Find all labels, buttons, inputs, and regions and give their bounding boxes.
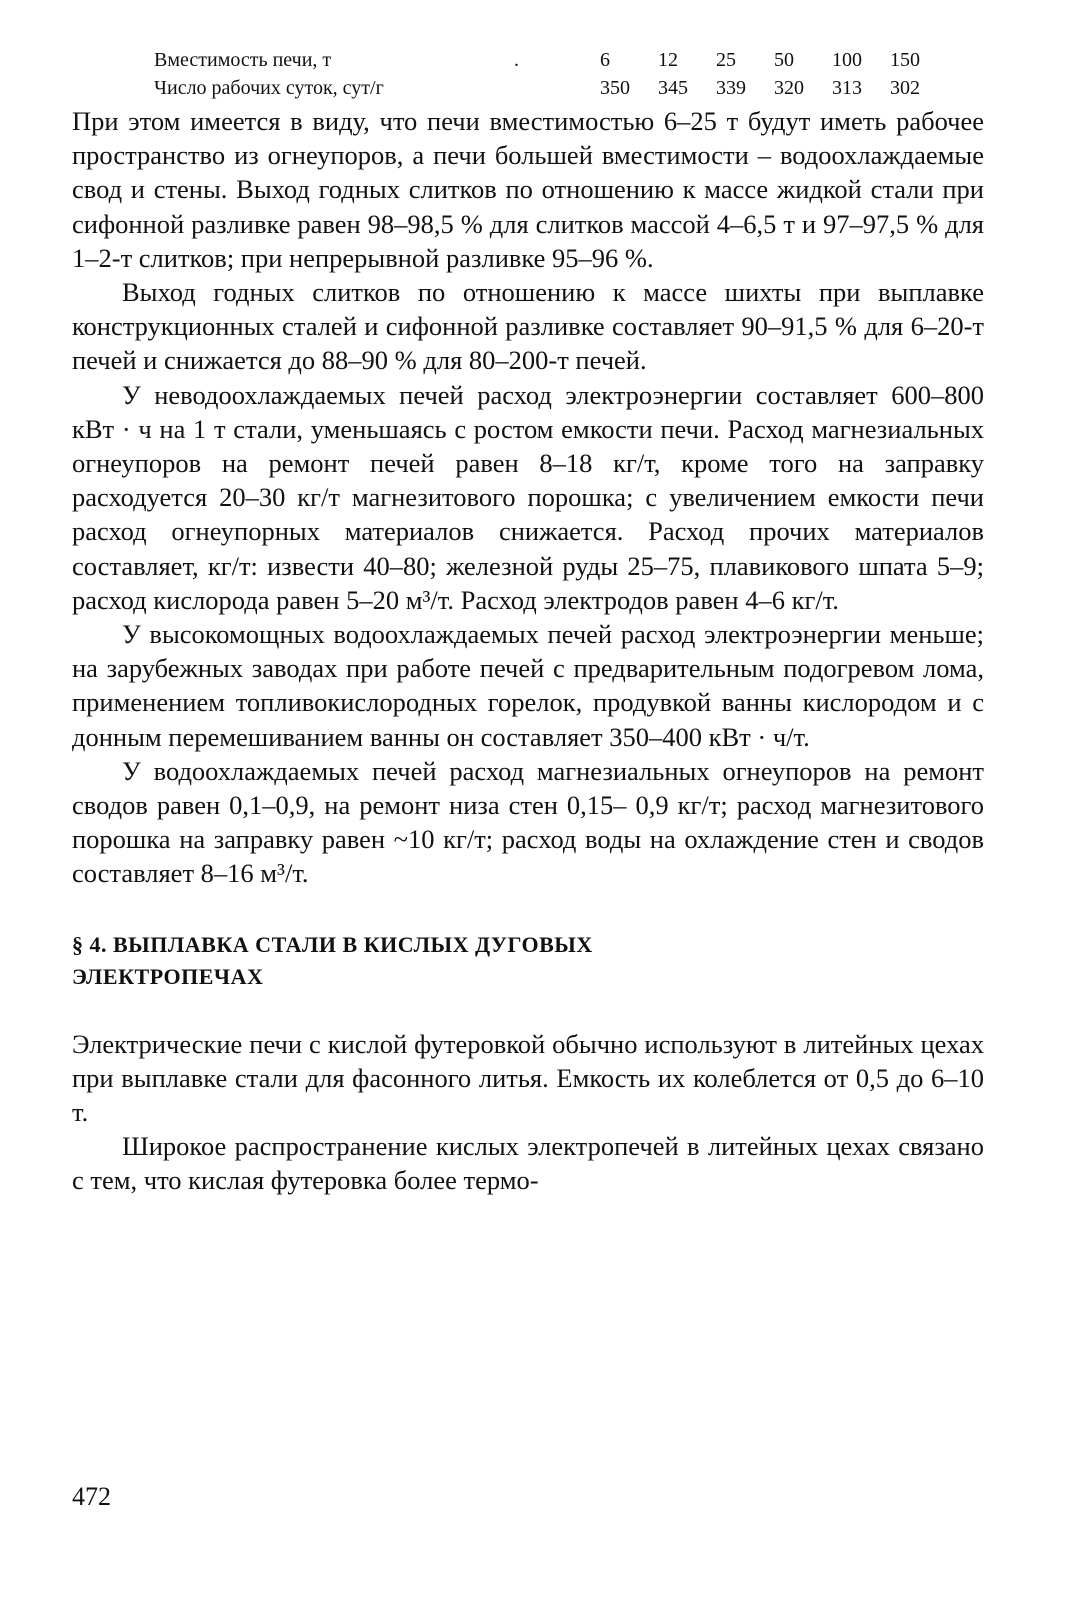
section-heading xyxy=(72,929,984,993)
days-value: 313 xyxy=(832,77,862,99)
paragraph: При этом имеется в виду, что печи вместимостью 6–25 т будут иметь рабочее пространство из огнеупоров, а печи большей вместимости – водоохлаждаемые свод и стены. Выход годных слитков по отношению к массе жидкой стали при сифонной разливке равен 98–98,5 % для слитков массой 4–6,5 т и 97–97,5 % для 1–2-т слитков; при непрерывной разливке 95–96 %. xyxy=(72,106,984,273)
days-value: 350 xyxy=(600,77,630,99)
paragraph: Электрические печи с кислой футеровкой обычно используют в литейных цехах при выплавке стали для фасонного литья. Емкость их колеблется от 0,5 до 6–10 т. xyxy=(72,1028,984,1128)
capacity-value: 100 xyxy=(832,49,862,71)
days-label: Число рабочих суток, сут/г xyxy=(154,77,384,99)
paragraph: У высокомощных водоохлаждаемых печей расход электроэнергии меньше; на зарубежных заводах при работе печей с предварительным подогревом лома, применением топливокислородных горелок, продувкой ванны кислородом и с донным перемешиванием ванны он составляет 350–400 кВт · ч/т. xyxy=(72,619,984,752)
table-row-capacity xyxy=(154,46,948,74)
paragraph: У неводоохлаждаемых печей расход электроэнергии составляет 600–800 кВт · ч на 1 т стали, уменьшаясь с ростом емкости печи. Расход магнезиальных огнеупоров на ремонт печей равен 8–18 кг/т, кроме того на заправку расходуется 20–30 кг/т магнезитового порошка; с увеличением емкости печи расход огнеупорных материалов снижается. Расход прочих материалов составляет, кг/т: извести 40–80; железной руды 25–75, плавикового шпата 5–9; расход кислорода равен 5–20 м³/т. Расход электродов равен 4–6 кг/т. xyxy=(72,379,984,615)
section-heading-line: § 4. ВЫПЛАВКА СТАЛИ В КИСЛЫХ ДУГОВЫХ xyxy=(72,931,593,957)
capacity-value: 6 xyxy=(600,49,610,71)
capacity-value: 25 xyxy=(716,49,736,71)
capacity-value: 50 xyxy=(774,49,794,71)
days-value: 339 xyxy=(716,77,746,99)
page-content xyxy=(72,46,984,1198)
days-value: 345 xyxy=(658,77,688,99)
capacity-value: 150 xyxy=(890,49,920,71)
paragraph: Широкое распространение кислых электропечей в литейных цехах связано с тем, что кислая футеровка более термо- xyxy=(72,1131,984,1196)
paragraph: Выход годных слитков по отношению к массе шихты при выплавке конструкционных сталей и сифонной разливке составляет 90–91,5 % для 6–20-т печей и снижается до 88–90 % для 80–200-т печей. xyxy=(72,277,984,376)
page-number: 472 xyxy=(72,1482,111,1511)
table-row-days xyxy=(154,74,948,102)
capacity-value: 12 xyxy=(658,49,678,71)
capacity-label: Вместимость печи, т xyxy=(154,49,332,71)
days-value: 320 xyxy=(774,77,804,99)
paragraph: У водоохлаждаемых печей расход магнезиальных огнеупоров на ремонт сводов равен 0,1–0,9, на ремонт низа стен 0,15– 0,9 кг/т; расход магнезитового порошка на заправку равен ~10 кг/т; расход воды на охлаждение стен и сводов составляет 8–16 м³/т. xyxy=(72,755,984,889)
capacity-table xyxy=(154,46,948,102)
days-value: 302 xyxy=(890,77,920,99)
leader-dot: . xyxy=(514,49,519,71)
section-heading-line: ЭЛЕКТРОПЕЧАХ xyxy=(72,963,264,989)
